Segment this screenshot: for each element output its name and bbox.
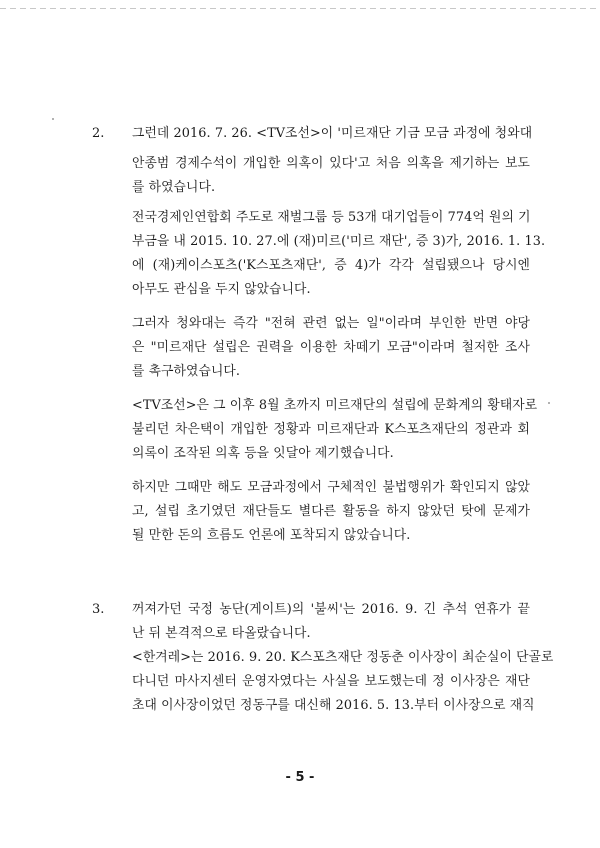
scan-speck [52, 118, 54, 120]
paragraph-line: 그런데 2016. 7. 26. <TV조선>이 '미르재단 기금 모금 과정에 청와대 [132, 126, 533, 141]
paragraph-line: 다니던 마사지센터 운영자였다는 사실을 보도했는데 정 이사장은 재단 [132, 674, 530, 689]
paragraph-line: 전국경제인연합회 주도로 재벌그룹 등 53개 대기업들이 774억 원의 기 [132, 210, 531, 225]
paragraph-line: 를 하였습니다. [132, 180, 216, 195]
paragraph-line: 의록이 조작된 의혹 등을 잇달아 제기했습니다. [132, 446, 394, 461]
section-number: 2. [92, 126, 105, 141]
paragraph-line: 난 뒤 본격적으로 타올랐습니다. [132, 626, 311, 641]
paragraph-line: 꺼져가던 국정 농단(게이트)의 '불씨'는 2016. 9. 긴 추석 연휴가 끝 [132, 602, 530, 617]
paragraph-line: 하지만 그때만 해도 모금과정에서 구체적인 불법행위가 확인되지 않았 [132, 480, 530, 495]
section-number: 3. [92, 602, 105, 617]
scan-speck [548, 402, 550, 404]
paragraph-line: 부금을 내 2015. 10. 27.에 (재)미르('미르 재단', 증 3)가, 2016. 1. 13. [132, 234, 546, 249]
paragraph-line: 은 "미르재단 설립은 권력을 이용한 차떼기 모금"이라며 철저한 조사 [132, 340, 530, 355]
paragraph-line: 불리던 차은택이 개입한 정황과 미르재단과 K스포츠재단의 정관과 회 [132, 422, 530, 437]
page-number: - 5 - [285, 770, 315, 785]
paragraph-line: 에 (재)케이스포츠('K스포츠재단', 증 4)가 각각 설립됐으나 당시엔 [132, 258, 530, 273]
paragraph-line: <한겨레>는 2016. 9. 20. K스포츠재단 정동춘 이사장이 최순실이 단골로 [132, 650, 554, 665]
paragraph-line: 그러자 청와대는 즉각 "전혀 관련 없는 일"이라며 부인한 반면 야당 [132, 316, 530, 331]
paragraph-line: 를 촉구하였습니다. [132, 364, 241, 379]
paragraph-line: 될 만한 돈의 흐름도 언론에 포착되지 않았습니다. [132, 528, 411, 543]
paragraph-line: 아무도 관심을 두지 않았습니다. [132, 282, 311, 297]
paragraph-line: 초대 이사장이었던 정동구를 대신해 2016. 5. 13.부터 이사장으로 재직 [132, 698, 535, 713]
paragraph-line: 안종범 경제수석이 개입한 의혹이 있다'고 처음 의혹을 제기하는 보도 [132, 156, 530, 171]
scan-top-edge [0, 8, 600, 9]
paragraph-line: <TV조선>은 그 이후 8월 초까지 미르재단의 설립에 문화계의 황태자로 [132, 398, 538, 413]
paragraph-line: 고, 설립 초기였던 재단들도 별다른 활동을 하지 않았던 탓에 문제가 [132, 504, 530, 519]
